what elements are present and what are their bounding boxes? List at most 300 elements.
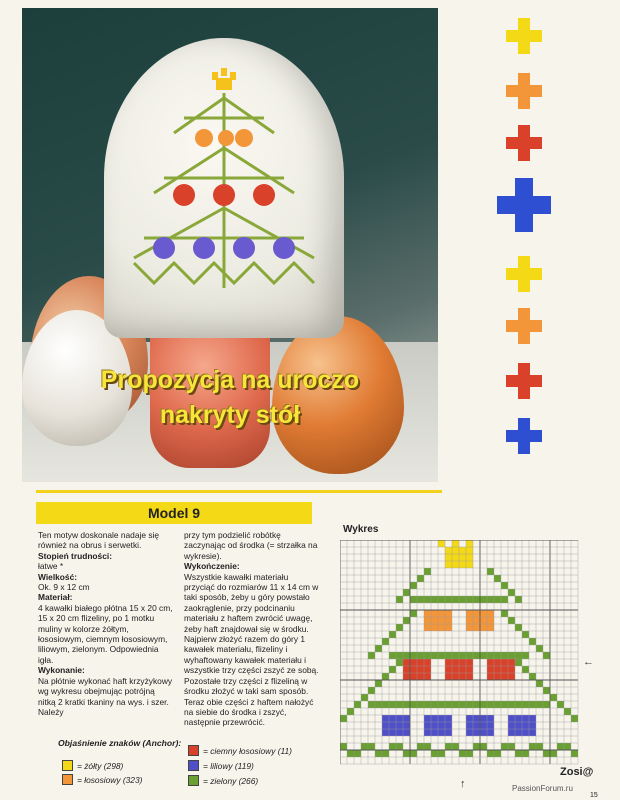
headline-line1: Propozycja na uroczo	[100, 366, 360, 394]
chart-cell	[368, 743, 375, 750]
chart-cell	[403, 652, 410, 659]
size-value: Ok. 9 x 12 cm	[38, 582, 90, 593]
chart-cell	[522, 715, 529, 722]
chart-cell	[494, 701, 501, 708]
color-swatch-plus-icon	[506, 73, 542, 109]
chart-cell	[515, 596, 522, 603]
chart-cell	[417, 575, 424, 582]
chart-cell	[501, 659, 508, 666]
chart-cell	[466, 750, 473, 757]
color-swatch-plus-icon	[506, 363, 542, 399]
chart-cell	[389, 701, 396, 708]
chart-cell	[550, 750, 557, 757]
chart-cell	[424, 666, 431, 673]
chart-cell	[522, 729, 529, 736]
chart-cell	[431, 596, 438, 603]
center-arrow-icon: ←	[583, 656, 594, 668]
chart-cell	[508, 729, 515, 736]
chart-cell	[466, 659, 473, 666]
difficulty-label: Stopień trudności:	[38, 550, 112, 561]
chart-cell	[452, 547, 459, 554]
chart-cell	[396, 624, 403, 631]
chart-cell	[501, 596, 508, 603]
chart-cell	[403, 750, 410, 757]
chart-cell	[417, 701, 424, 708]
chart-cell	[424, 743, 431, 750]
chart-cell	[459, 659, 466, 666]
brown-egg-right	[272, 316, 404, 474]
chart-cell	[494, 673, 501, 680]
product-photo	[22, 8, 438, 482]
chart-cell	[431, 729, 438, 736]
chart-cell	[459, 701, 466, 708]
chart-cell	[515, 659, 522, 666]
legend-label: = łososiowy (323)	[77, 774, 143, 785]
chart-cell	[508, 673, 515, 680]
chart-cell	[382, 701, 389, 708]
legend-swatch	[62, 760, 73, 771]
chart-cell	[424, 729, 431, 736]
chart-cell	[487, 722, 494, 729]
legend-item-salmon	[62, 774, 142, 785]
chart-cell	[466, 540, 473, 547]
chart-cell	[431, 722, 438, 729]
chart-cell	[494, 666, 501, 673]
work-continued: przy tym podzielić robótkę zaczynając od środka (= strzałka na wykresie).	[184, 530, 318, 561]
chart-cell	[382, 750, 389, 757]
chart-cell	[445, 561, 452, 568]
chart-cell	[536, 743, 543, 750]
chart-cell	[487, 673, 494, 680]
work-label: Wykonanie:	[38, 665, 85, 676]
chart-cell	[445, 624, 452, 631]
chart-cell	[473, 596, 480, 603]
chart-cell	[354, 750, 361, 757]
chart-cell	[529, 673, 536, 680]
chart-cell	[466, 617, 473, 624]
legend-label: = zielony (266)	[203, 775, 259, 786]
chart-cell	[452, 659, 459, 666]
color-swatch-plus-icon	[506, 18, 542, 54]
chart-cell	[522, 750, 529, 757]
chart-cell	[417, 743, 424, 750]
chart-cell	[508, 589, 515, 596]
chart-cell	[466, 596, 473, 603]
chart-cell	[445, 729, 452, 736]
egg-cozy	[104, 38, 344, 338]
chart-cell	[459, 652, 466, 659]
chart-cell	[403, 617, 410, 624]
chart-cell	[473, 652, 480, 659]
chart-cell	[480, 624, 487, 631]
chart-cell	[480, 715, 487, 722]
chart-cell	[424, 617, 431, 624]
chart-cell	[466, 666, 473, 673]
chart-cell	[375, 680, 382, 687]
chart-cell	[417, 659, 424, 666]
chart-cell	[431, 624, 438, 631]
chart-cell	[375, 750, 382, 757]
chart-cell	[445, 617, 452, 624]
chart-cell	[501, 652, 508, 659]
color-swatch-plus-icon	[497, 178, 551, 232]
chart-cell	[396, 659, 403, 666]
chart-cell	[403, 589, 410, 596]
legend-label: = żółty (298)	[77, 760, 124, 771]
cross-stitch-chart	[340, 540, 580, 770]
chart-cell	[452, 652, 459, 659]
chart-cell	[445, 701, 452, 708]
finish-value: Wszystkie kawałki materiału przyciąć do rozmiarów 11 x 14 cm w taki sposób, żeby u góry powstało zaokrąglenie, przy podcinaniu materiału z haftem zwrócić uwagę, żeby haft znajdował się w środku. Najpierw złożyć razem do góry 1 kawałek materiału, flizeliny i wyhaftowany kawałek materiału i wszystkie trzy części zszyć ze sobą. Pozostałe trzy części z flizeliną w środku złożyć w taki sam sposób. Teraz obie części z haftem nałożyć na siebie do środka i zszyć, następnie przewrócić.	[184, 571, 319, 728]
chart-cell	[550, 694, 557, 701]
chart-cell	[487, 715, 494, 722]
chart-cell	[466, 715, 473, 722]
chart-cell	[508, 652, 515, 659]
work-value: Na płótnie wykonać haft krzyżykowy wg wykresu obejmując potrójną nitką 2 kratki tkaniny na wys. i szer. Należy	[38, 675, 173, 717]
size-label: Wielkość:	[38, 571, 78, 582]
chart-cell	[410, 750, 417, 757]
chart-cell	[487, 624, 494, 631]
chart-cell	[396, 715, 403, 722]
chart-cell	[522, 652, 529, 659]
chart-cell	[473, 617, 480, 624]
chart-cell	[515, 624, 522, 631]
chart-cell	[543, 687, 550, 694]
chart-cell	[375, 645, 382, 652]
chart-cell	[452, 666, 459, 673]
chart-cell	[466, 729, 473, 736]
center-arrow-up-icon: ↑	[460, 778, 466, 790]
chart-cell	[494, 596, 501, 603]
chart-cell	[494, 750, 501, 757]
legend-swatch	[188, 745, 199, 756]
chart-cell	[515, 750, 522, 757]
legend-swatch	[188, 760, 199, 771]
chart-cell	[431, 610, 438, 617]
chart-cell	[466, 610, 473, 617]
chart-cell	[403, 659, 410, 666]
chart-cell	[494, 575, 501, 582]
color-swatch-plus-icon	[506, 308, 542, 344]
color-swatch-plus-icon	[506, 418, 542, 454]
site-watermark: PassionForum.ru	[512, 784, 573, 793]
chart-cell	[529, 715, 536, 722]
chart-cell	[557, 701, 564, 708]
chart-cell	[459, 673, 466, 680]
chart-cell	[480, 617, 487, 624]
chart-cell	[445, 596, 452, 603]
color-swatch-column	[495, 18, 553, 458]
chart-cell	[557, 743, 564, 750]
chart-cell	[340, 743, 347, 750]
chart-cell	[515, 715, 522, 722]
chart-cell	[487, 701, 494, 708]
chart-cell	[564, 708, 571, 715]
chart-cell	[522, 631, 529, 638]
chart-cell	[501, 743, 508, 750]
chart-cell	[473, 729, 480, 736]
chart-cell	[438, 610, 445, 617]
chart-cell	[424, 659, 431, 666]
chart-cell	[389, 652, 396, 659]
chart-cell	[438, 652, 445, 659]
finish-label: Wykończenie:	[184, 561, 240, 572]
chart-cell	[424, 652, 431, 659]
chart-cell	[431, 715, 438, 722]
chart-cell	[382, 722, 389, 729]
chart-cell	[396, 722, 403, 729]
chart-cell	[410, 596, 417, 603]
chart-cell	[389, 666, 396, 673]
chart-cell	[543, 652, 550, 659]
chart-cell	[403, 666, 410, 673]
chart-cell	[466, 554, 473, 561]
chart-cell	[487, 750, 494, 757]
chart-cell	[452, 561, 459, 568]
chart-cell	[459, 666, 466, 673]
chart-cell	[438, 715, 445, 722]
chart-cell	[529, 701, 536, 708]
chart-cell	[494, 659, 501, 666]
chart-cell	[452, 673, 459, 680]
chart-cell	[452, 701, 459, 708]
chart-cell	[459, 750, 466, 757]
signature: Zosi@	[560, 766, 594, 778]
chart-cell	[445, 743, 452, 750]
chart-cell	[403, 701, 410, 708]
chart-cell	[403, 673, 410, 680]
chart-cell	[473, 624, 480, 631]
chart-cell	[473, 701, 480, 708]
chart-title: Wykres	[343, 524, 379, 535]
chart-cell	[445, 666, 452, 673]
chart-cell	[382, 673, 389, 680]
chart-cell	[347, 750, 354, 757]
chart-cell	[473, 610, 480, 617]
legend-label: = liliowy (119)	[203, 760, 254, 771]
chart-cell	[480, 701, 487, 708]
chart-cell	[445, 659, 452, 666]
chart-cell	[466, 624, 473, 631]
chart-cell	[515, 652, 522, 659]
chart-cell	[487, 568, 494, 575]
chart-cell	[543, 701, 550, 708]
chart-cell	[403, 722, 410, 729]
chart-cell	[459, 554, 466, 561]
chart-cell	[403, 729, 410, 736]
chart-cell	[459, 596, 466, 603]
chart-cell	[410, 701, 417, 708]
chart-cell	[396, 743, 403, 750]
chart-cell	[508, 617, 515, 624]
legend-item-green	[188, 775, 258, 786]
chart-cell	[438, 596, 445, 603]
chart-cell	[396, 652, 403, 659]
chart-cell	[361, 743, 368, 750]
chart-cell	[396, 701, 403, 708]
material-label: Materiał:	[38, 592, 73, 603]
chart-cell	[466, 547, 473, 554]
chart-cell	[431, 617, 438, 624]
chart-cell	[508, 743, 515, 750]
chart-cell	[417, 673, 424, 680]
chart-cell	[340, 715, 347, 722]
chart-cell	[487, 666, 494, 673]
legend-item-lilac	[188, 760, 254, 771]
chart-cell	[424, 596, 431, 603]
chart-cell	[445, 715, 452, 722]
chart-cell	[424, 673, 431, 680]
page-number: 15	[590, 792, 598, 799]
chart-cell	[361, 694, 368, 701]
chart-cell	[438, 729, 445, 736]
chart-cell	[487, 729, 494, 736]
color-swatch-plus-icon	[506, 256, 542, 292]
chart-cell	[536, 701, 543, 708]
chart-cell	[501, 673, 508, 680]
embroidery-pattern	[104, 38, 344, 338]
chart-cell	[389, 722, 396, 729]
legend-swatch	[188, 775, 199, 786]
divider-rule	[36, 490, 442, 493]
chart-cell	[473, 722, 480, 729]
chart-cell	[445, 547, 452, 554]
chart-cell	[466, 652, 473, 659]
chart-cell	[382, 638, 389, 645]
material-value: 4 kawałki białego płótna 15 x 20 cm, 15 x 20 cm flizeliny, po 1 motku muliny w kolorze żółtym, łososiowym, ciemnym łososiowym, liliowym, zielonym. Odpowiednia igła.	[38, 602, 173, 665]
chart-cell	[571, 750, 578, 757]
chart-cell	[410, 666, 417, 673]
chart-cell	[431, 701, 438, 708]
chart-cell	[466, 722, 473, 729]
chart-cell	[375, 701, 382, 708]
chart-cell	[466, 701, 473, 708]
chart-cell	[480, 722, 487, 729]
instructions-column-1	[38, 530, 174, 717]
chart-cell	[368, 701, 375, 708]
legend-item-dark-salmon	[188, 745, 292, 756]
chart-cell	[403, 715, 410, 722]
chart-cell	[529, 722, 536, 729]
chart-cell	[508, 701, 515, 708]
chart-cell	[508, 659, 515, 666]
chart-cell	[501, 582, 508, 589]
chart-cell	[543, 750, 550, 757]
legend-swatch	[62, 774, 73, 785]
chart-cell	[438, 750, 445, 757]
chart-cell	[368, 687, 375, 694]
chart-cell	[452, 743, 459, 750]
chart-cell	[501, 666, 508, 673]
chart-cell	[536, 645, 543, 652]
chart-cell	[480, 743, 487, 750]
chart-cell	[445, 722, 452, 729]
chart-cell	[487, 617, 494, 624]
color-swatch-plus-icon	[506, 125, 542, 161]
chart-cell	[424, 624, 431, 631]
chart-cell	[522, 701, 529, 708]
chart-cell	[438, 722, 445, 729]
chart-cell	[508, 722, 515, 729]
legend-item-yellow	[62, 760, 123, 771]
chart-cell	[445, 652, 452, 659]
chart-cell	[424, 722, 431, 729]
chart-cell	[431, 652, 438, 659]
chart-cell	[389, 715, 396, 722]
chart-cell	[487, 652, 494, 659]
chart-cell	[571, 715, 578, 722]
chart-cell	[410, 673, 417, 680]
model-title: Model 9	[36, 502, 312, 524]
chart-cell	[466, 561, 473, 568]
chart-cell	[424, 715, 431, 722]
chart-cell	[508, 715, 515, 722]
chart-cell	[515, 722, 522, 729]
chart-cell	[445, 554, 452, 561]
chart-cell	[382, 729, 389, 736]
chart-cell	[347, 708, 354, 715]
chart-cell	[515, 701, 522, 708]
chart-cell	[424, 610, 431, 617]
chart-cell	[522, 722, 529, 729]
chart-cell	[438, 624, 445, 631]
chart-cell	[445, 610, 452, 617]
chart-cell	[410, 582, 417, 589]
chart-cell	[480, 596, 487, 603]
chart-cell	[459, 547, 466, 554]
chart-cell	[424, 701, 431, 708]
chart-cell	[396, 729, 403, 736]
chart-cell	[410, 659, 417, 666]
chart-cell	[354, 701, 361, 708]
difficulty-value: łatwe *	[38, 561, 64, 572]
chart-cell	[564, 743, 571, 750]
chart-cell	[452, 596, 459, 603]
chart-cell	[445, 673, 452, 680]
chart-cell	[473, 715, 480, 722]
chart-cell	[459, 561, 466, 568]
chart-cell	[389, 631, 396, 638]
chart-cell	[529, 729, 536, 736]
chart-cell	[501, 701, 508, 708]
chart-cell	[438, 540, 445, 547]
legend-title: Objaśnienie znaków (Anchor):	[58, 738, 182, 748]
chart-cell	[515, 729, 522, 736]
chart-cell	[382, 715, 389, 722]
chart-cell	[473, 743, 480, 750]
chart-cell	[431, 750, 438, 757]
chart-cell	[389, 743, 396, 750]
intro-text: Ten motyw doskonale nadaje się również na obrus i serwetki.	[38, 530, 160, 551]
chart-cell	[410, 652, 417, 659]
chart-cell	[466, 673, 473, 680]
chart-cell	[508, 666, 515, 673]
headline-line2: nakryty stół	[159, 401, 301, 429]
chart-cell	[452, 554, 459, 561]
chart-cell	[417, 666, 424, 673]
chart-cell	[368, 652, 375, 659]
chart-cell	[494, 652, 501, 659]
chart-cell	[424, 568, 431, 575]
chart-cell	[487, 596, 494, 603]
instructions-column-2	[184, 530, 320, 728]
chart-cell	[417, 596, 424, 603]
legend-label: = ciemny łososiowy (11)	[203, 745, 292, 756]
chart-cell	[480, 610, 487, 617]
chart-cell	[480, 729, 487, 736]
chart-cell	[480, 652, 487, 659]
chart-cell	[529, 743, 536, 750]
